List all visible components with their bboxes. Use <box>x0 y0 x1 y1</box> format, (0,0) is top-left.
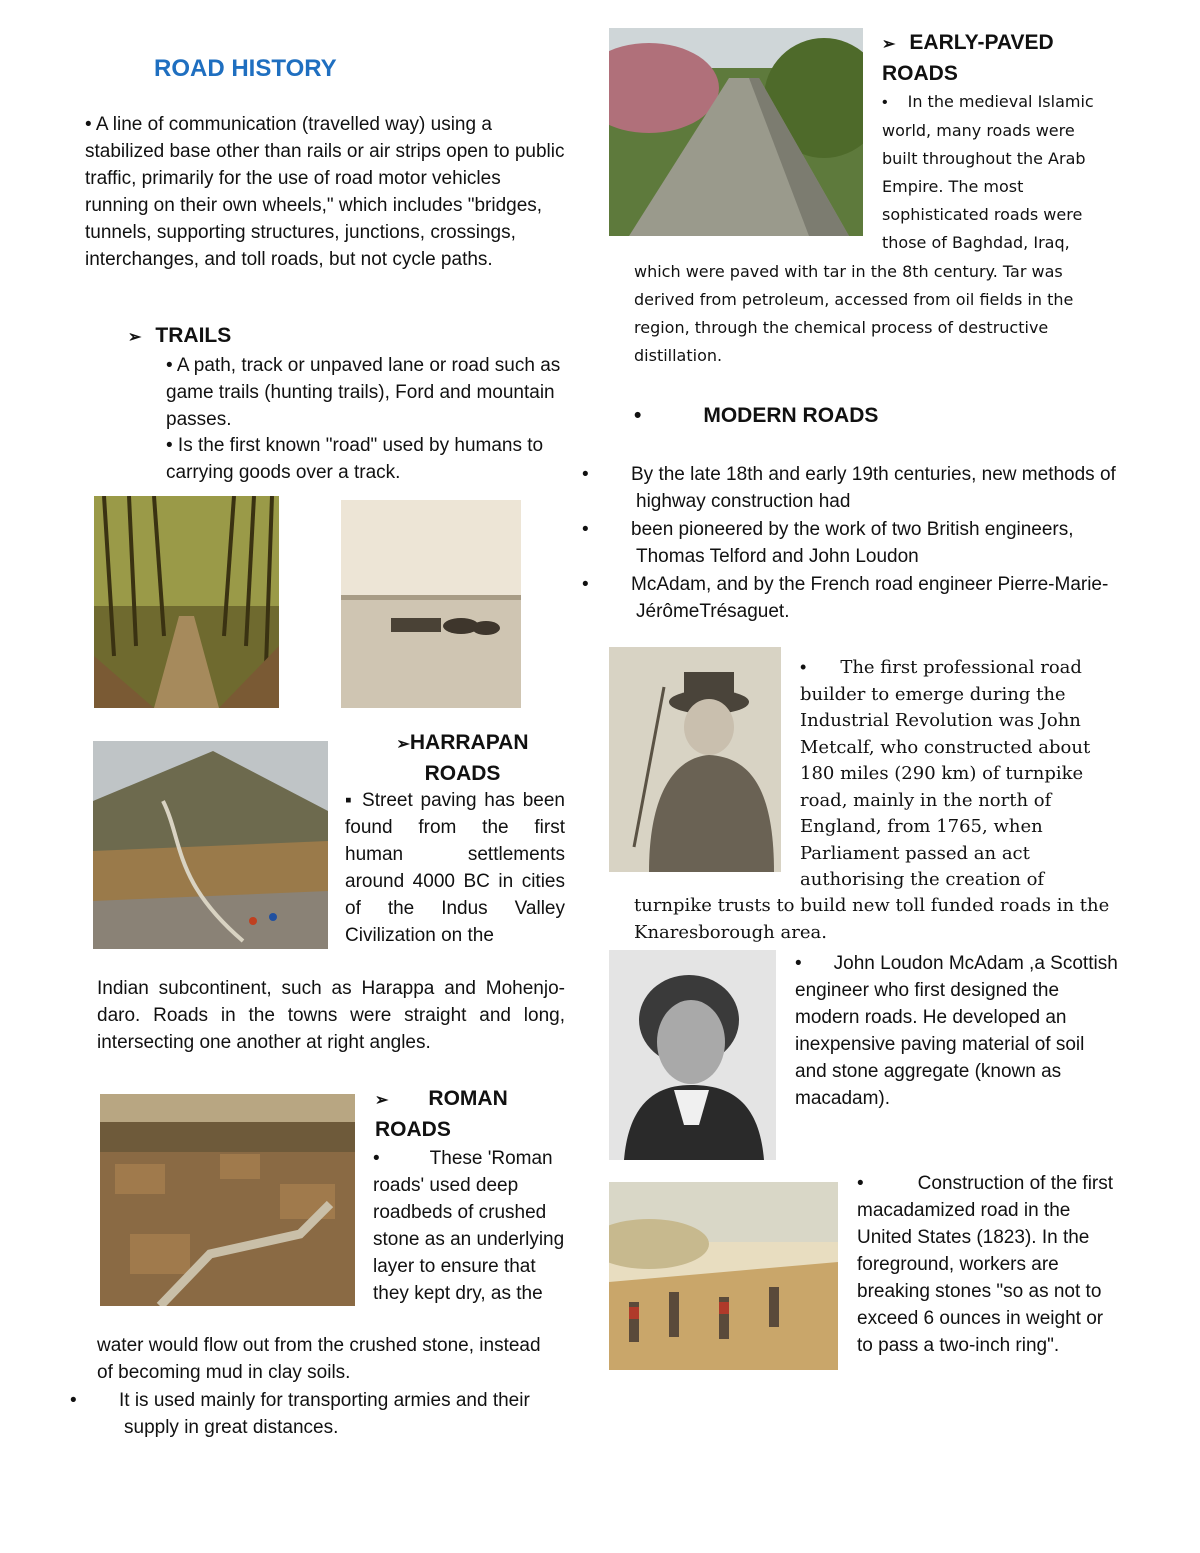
harrapan-text-wrap: ▪ Street paving has been found from the first human settlements around 4000 BC in cities of the Indus Valley Civilization on the <box>345 790 565 946</box>
arrow-bullet-icon: ➢ <box>882 36 896 53</box>
definition-paragraph: • A line of communication (travelled way) using a stabilized base other than rails or air strips open to public traffic, primarily for the use of road motor vehicles running on their own wheels," which includes "bridges, tunnels, supporting structures, junctions, crossings, interchanges, and toll roads, but not cycle paths. <box>85 114 565 270</box>
arrow-bullet-icon: ➢ <box>375 1092 389 1109</box>
modern-bullet-1: • By the late 18th and early 19th centuries, new methods of highway construction had <box>582 464 1116 512</box>
mcadam-portrait <box>609 950 776 1160</box>
mountain-path-photo <box>93 741 328 949</box>
ford-crossing-photo <box>341 500 521 708</box>
modern-roads-heading: • MODERN ROADS <box>634 404 879 427</box>
paved-road-photo <box>609 28 863 236</box>
metcalf-portrait <box>609 647 781 872</box>
modern-bullet-2: • been pioneered by the work of two British engineers, Thomas Telford and John Loudon <box>582 519 1074 567</box>
metcalf-text-wrap: • The first professional road builder to emerge during the Industrial Revolution was John Metcalf, who constructed about 180 miles (290 km) of turnpike road, mainly in the north of England, from 1765, when Parliament passed an act authorising the creation of <box>800 657 1091 890</box>
trails-heading: ➢ TRAILS <box>128 321 231 352</box>
roman-heading: ➢ ROMAN ROADS <box>375 1087 508 1141</box>
trails-bullet-1: • A path, track or unpaved lane or road such as game trails (hunting trails), Ford and mountain passes. <box>166 355 561 430</box>
modern-bullet-3: • McAdam, and by the French road engineer Pierre-Marie-JérômeTrésaguet. <box>582 574 1109 622</box>
early-paved-text-wrap: • In the medieval Islamic world, many roads were built throughout the Arab Empire. The most sophisticated roads were those of Baghdad, Iraq, <box>882 92 1094 252</box>
macadamized-road-painting <box>609 1182 838 1370</box>
arrow-bullet-icon: ➢ <box>396 736 410 753</box>
page-title: ROAD HISTORY <box>154 55 337 82</box>
roman-ruins-photo <box>100 1094 355 1306</box>
roman-text-full: water would flow out from the crushed stone, instead of becoming mud in clay soils. <box>97 1335 541 1383</box>
roman-text-wrap: • These 'Roman roads' used deep roadbeds of crushed stone as an underlying layer to ensure that they kept dry, as the <box>373 1148 565 1304</box>
metcalf-text-full: turnpike trusts to build new toll funded roads in the Knaresborough area. <box>634 895 1110 943</box>
harrapan-heading: ➢HARRAPAN ROADS <box>396 731 529 785</box>
harrapan-text-full: Indian subcontinent, such as Harappa and Mohenjo-daro. Roads in the towns were straight and long, intersecting one another at right angles. <box>97 978 565 1053</box>
mcadam-text: • John Loudon McAdam ,a Scottish engineer who first designed the modern roads. He developed an inexpensive paving material of soil and stone aggregate (known as macadam). <box>795 953 1118 1109</box>
roman-bullet-2: • It is used mainly for transporting armies and their supply in great distances. <box>70 1390 530 1438</box>
bullet-icon: • <box>634 404 642 427</box>
arrow-bullet-icon: ➢ <box>128 329 142 346</box>
trails-bullet-2: • Is the first known "road" used by humans to carrying goods over a track. <box>166 435 544 483</box>
macadamized-text: • Construction of the first macadamized road in the United States (1823). In the foreground, workers are breaking stones "so as not to exceed 6 ounces in weight or to pass a two-inch ring". <box>857 1173 1114 1356</box>
forest-trail-photo <box>94 496 279 708</box>
early-paved-heading: ➢ EARLY-PAVED ROADS <box>882 31 1054 85</box>
early-paved-text-full: which were paved with tar in the 8th century. Tar was derived from petroleum, accessed from oil fields in the region, through the chemical process of destructive distillation. <box>634 262 1074 365</box>
